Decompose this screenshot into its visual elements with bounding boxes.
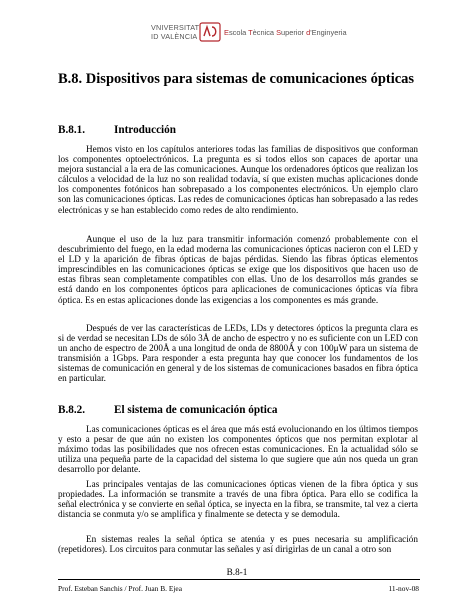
university-name-line1: VNIVERSITAT bbox=[151, 23, 200, 32]
section-heading bbox=[58, 404, 277, 416]
school-name: Escola Tècnica Superior d'Enginyeria bbox=[224, 28, 347, 37]
paragraph: Después de ver las características de LEDs, LDs y detectores ópticos la pregunta clara es si de verdad se necesitan LDs de sólo 3Å de ancho de espectro y no es suficiente con un LED con un ancho de espectro de 200Å a una longitud de onda de 8800Å y con 100μW para un sistema de transmisión a 1Gbps. Para responder a esta pregunta hay que conocer los fundamentos de los sistemas de comunicación en general y de los sistemas de comunicaciones basados en fibra óptica en particular. bbox=[58, 323, 418, 384]
paragraph: Las comunicaciones ópticas es el área que más está evolucionando en los últimos tiempos y esto a pesar de que aún no existen los componentes ópticos que nos permitan explotar al máximo todas las posibilidades que nos ofrecen estas comunicaciones. En la actualidad sólo se utiliza una pequeña parte de la capacidad del sistema lo que sugiere que aún nos queda un gran desarrollo por delante. bbox=[58, 424, 418, 475]
university-name-line2: ID VALÈNCIA bbox=[151, 32, 198, 41]
university-name bbox=[151, 23, 198, 41]
section-heading bbox=[58, 124, 176, 136]
university-logo-icon bbox=[199, 22, 221, 42]
footer-date: 11-nov-08 bbox=[388, 584, 419, 593]
page-number: B.8-1 bbox=[226, 567, 248, 577]
section-title: Introducción bbox=[114, 124, 176, 136]
paragraph: Las principales ventajas de las comunicaciones ópticas vienen de la fibra óptica y sus propiedades. La información se transmite a través de una fibra óptica. Para ello se codifica la señal electrónica y se convierte en señal óptica, se inyecta en la fibra, se transmite, tal vez a cierta distancia se conmuta y/o se amplifica y finalmente se detecta y se demodula. bbox=[58, 479, 418, 520]
paragraph: Aunque el uso de la luz para transmitir información comenzó probablemente con el descubrimiento del fuego, en la edad moderna las comunicaciones ópticas nacieron con el LED y el LD y la aparición de fibras ópticas de bajas pérdidas. Siendo las fibras ópticas elementos imprescindibles en las comunicaciones ópticas se exige que los dispositivos que hacen uso de estas fibras sean completamente compatibles con ellas. Uno de los desarrollos más grandes se está dando en los componentes ópticos para aplicaciones de comunicaciones ópticas vía fibra óptica. Es en estas aplicaciones donde las exigencias a los componentes es más grande. bbox=[58, 234, 418, 305]
page-title: B.8. Dispositivos para sistemas de comunicaciones ópticas bbox=[58, 71, 415, 87]
section-number: B.8.2. bbox=[58, 404, 86, 416]
footer-divider bbox=[58, 579, 420, 580]
footer-authors: Prof. Esteban Sanchis / Prof. Juan B. Ejea bbox=[58, 584, 182, 593]
header bbox=[0, 0, 474, 52]
section-number: B.8.1. bbox=[58, 124, 86, 136]
paragraph: Hemos visto en los capítulos anteriores todas las familias de dispositivos que conforman los componentes optoelectrónicos. La pregunta es si todos ellos son capaces de aportar una mejora sustancial a la era de las comunicaciones. Aunque los ordenadores ópticos que realizan los cálculos a velocidad de la luz no son realidad todavía, sí que existen muchas aplicaciones donde los componentes fotónicos han sobrepasado a los componentes electrónicos. Un ejemplo claro son las comunicaciones ópticas. Las redes de comunicaciones ópticas han sobrepasado a las redes electrónicas y se han establecido como redes de alto rendimiento. bbox=[58, 144, 418, 215]
paragraph: En sistemas reales la señal óptica se atenúa y es pues necesaria su amplificación (repetidores). Los circuitos para conmutar las señales y así dirigirlas de un canal a otro son bbox=[58, 534, 418, 555]
section-title: El sistema de comunicación óptica bbox=[114, 404, 278, 416]
